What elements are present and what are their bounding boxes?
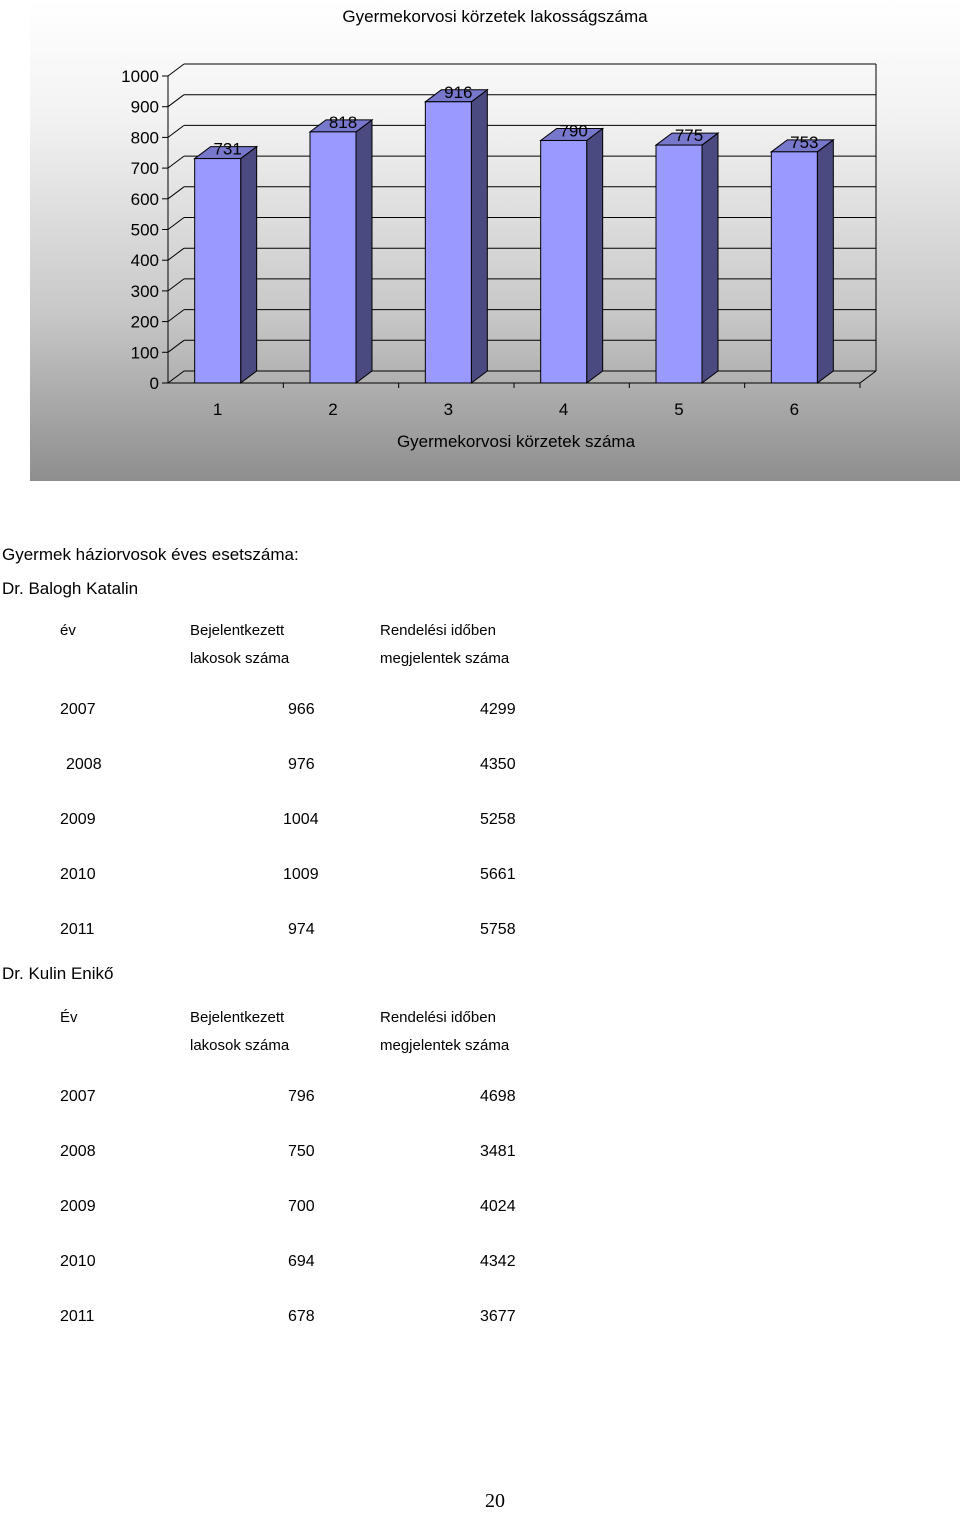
y-tick-label: 400 (130, 251, 159, 271)
x-tick-label: 6 (789, 400, 800, 419)
cell-registered: 1009 (283, 866, 319, 883)
cell-visits: 4342 (480, 1253, 516, 1270)
data-label: 818 (328, 112, 358, 132)
gridline-diagonal (168, 248, 184, 260)
column-header-registered-line2: lakosok száma (190, 650, 290, 667)
y-tick-label: 800 (130, 128, 159, 148)
y-tick-label: 100 (130, 343, 159, 363)
cell-visits: 5661 (480, 866, 516, 883)
cell-registered: 976 (288, 756, 315, 773)
y-tick-label: 1000 (121, 67, 159, 86)
chart-title: Gyermekorvosi körzetek lakosságszáma (342, 7, 648, 26)
cell-registered: 974 (288, 921, 315, 938)
data-label: 731 (213, 139, 242, 159)
column-header-year: év (60, 622, 76, 639)
column-header-year: Év (60, 1009, 78, 1026)
x-tick-label: 5 (674, 400, 684, 419)
page-number: 20 (485, 1490, 505, 1512)
cell-visits: 4024 (480, 1198, 516, 1215)
data-label: 753 (790, 132, 819, 152)
cell-year: 2010 (60, 1253, 96, 1270)
bar-5 (656, 145, 702, 383)
cell-year: 2009 (60, 1198, 96, 1215)
y-tick-label: 600 (130, 189, 159, 209)
bar-3 (425, 102, 471, 383)
column-header-visits-line2: megjelentek száma (380, 650, 510, 667)
x-tick-label: 3 (443, 400, 454, 419)
gridline-diagonal (168, 64, 184, 76)
cell-registered: 700 (288, 1198, 315, 1215)
column-header-visits (380, 1004, 509, 1060)
gridline-diagonal (168, 371, 184, 383)
column-header-registered (190, 1004, 289, 1060)
cell-year: 2008 (60, 1143, 96, 1160)
doctor-name: Dr. Balogh Katalin (2, 579, 139, 598)
bar-side-2 (356, 120, 372, 383)
y-tick-label: 900 (130, 97, 159, 117)
cell-registered: 750 (288, 1143, 315, 1160)
bar-6 (771, 152, 817, 383)
gridline-diagonal (168, 279, 184, 291)
bar-side-1 (241, 147, 257, 383)
data-label: 790 (559, 121, 588, 141)
section-title: Gyermek háziorvosok éves esetszáma: (2, 545, 299, 564)
y-tick-label: 200 (130, 312, 159, 332)
gridline-diagonal (168, 95, 184, 107)
cell-registered: 966 (288, 701, 315, 718)
x-tick-label: 4 (558, 400, 569, 419)
y-tick-label: 0 (149, 374, 159, 393)
y-tick-label: 300 (130, 281, 159, 301)
gridline-diagonal (168, 187, 184, 199)
column-header-visits-line1: Rendelési időben (380, 622, 496, 639)
cell-year: 2008 (66, 756, 102, 773)
column-header-visits-line2: megjelentek száma (380, 1037, 510, 1054)
cell-year: 2011 (60, 1308, 95, 1325)
bar-side-3 (471, 90, 487, 383)
cell-visits: 4698 (480, 1088, 516, 1105)
cell-year: 2009 (60, 811, 96, 828)
cell-registered: 678 (288, 1308, 315, 1325)
data-label: 775 (674, 126, 704, 146)
gridline-diagonal (168, 218, 184, 230)
column-header-registered-line1: Bejelentkezett (190, 1009, 285, 1026)
cell-year: 2007 (60, 1088, 96, 1105)
cell-visits: 4299 (480, 701, 516, 718)
cell-year: 2010 (60, 866, 96, 883)
column-header-visits-line1: Rendelési időben (380, 1009, 496, 1026)
doctor-name: Dr. Kulin Enikő (2, 964, 114, 983)
bar-side-4 (587, 128, 603, 383)
cell-visits: 3481 (480, 1143, 516, 1160)
gridline-diagonal (168, 340, 184, 352)
cell-visits: 5258 (480, 811, 516, 828)
gridline-diagonal (168, 156, 184, 168)
cell-registered: 796 (288, 1088, 315, 1105)
column-header-registered (190, 617, 289, 673)
cell-registered: 1004 (283, 811, 319, 828)
y-tick-label: 500 (130, 220, 159, 240)
column-header-registered-line2: lakosok száma (190, 1037, 290, 1054)
bar-chart (30, 0, 960, 481)
column-header-visits (380, 617, 509, 673)
gridline-diagonal (168, 310, 184, 322)
cell-visits: 3677 (480, 1308, 516, 1325)
cell-year: 2007 (60, 701, 96, 718)
bar-2 (310, 132, 356, 383)
cell-registered: 694 (288, 1253, 315, 1270)
y-tick-label: 700 (130, 159, 159, 179)
cell-visits: 5758 (480, 921, 516, 938)
bar-side-6 (817, 140, 833, 383)
bar-chart-svg (30, 0, 960, 481)
bar-4 (541, 140, 587, 383)
x-tick-label: 2 (328, 400, 338, 419)
x-axis (168, 371, 876, 383)
column-header-registered-line1: Bejelentkezett (190, 622, 285, 639)
cell-visits: 4350 (480, 756, 516, 773)
gridline-diagonal (168, 125, 184, 137)
x-axis-title: Gyermekorvosi körzetek száma (396, 432, 636, 451)
bar-1 (195, 159, 241, 383)
cell-year: 2011 (60, 921, 95, 938)
bar-side-5 (702, 133, 718, 383)
x-tick-label: 1 (212, 400, 223, 419)
data-label: 916 (444, 82, 473, 102)
